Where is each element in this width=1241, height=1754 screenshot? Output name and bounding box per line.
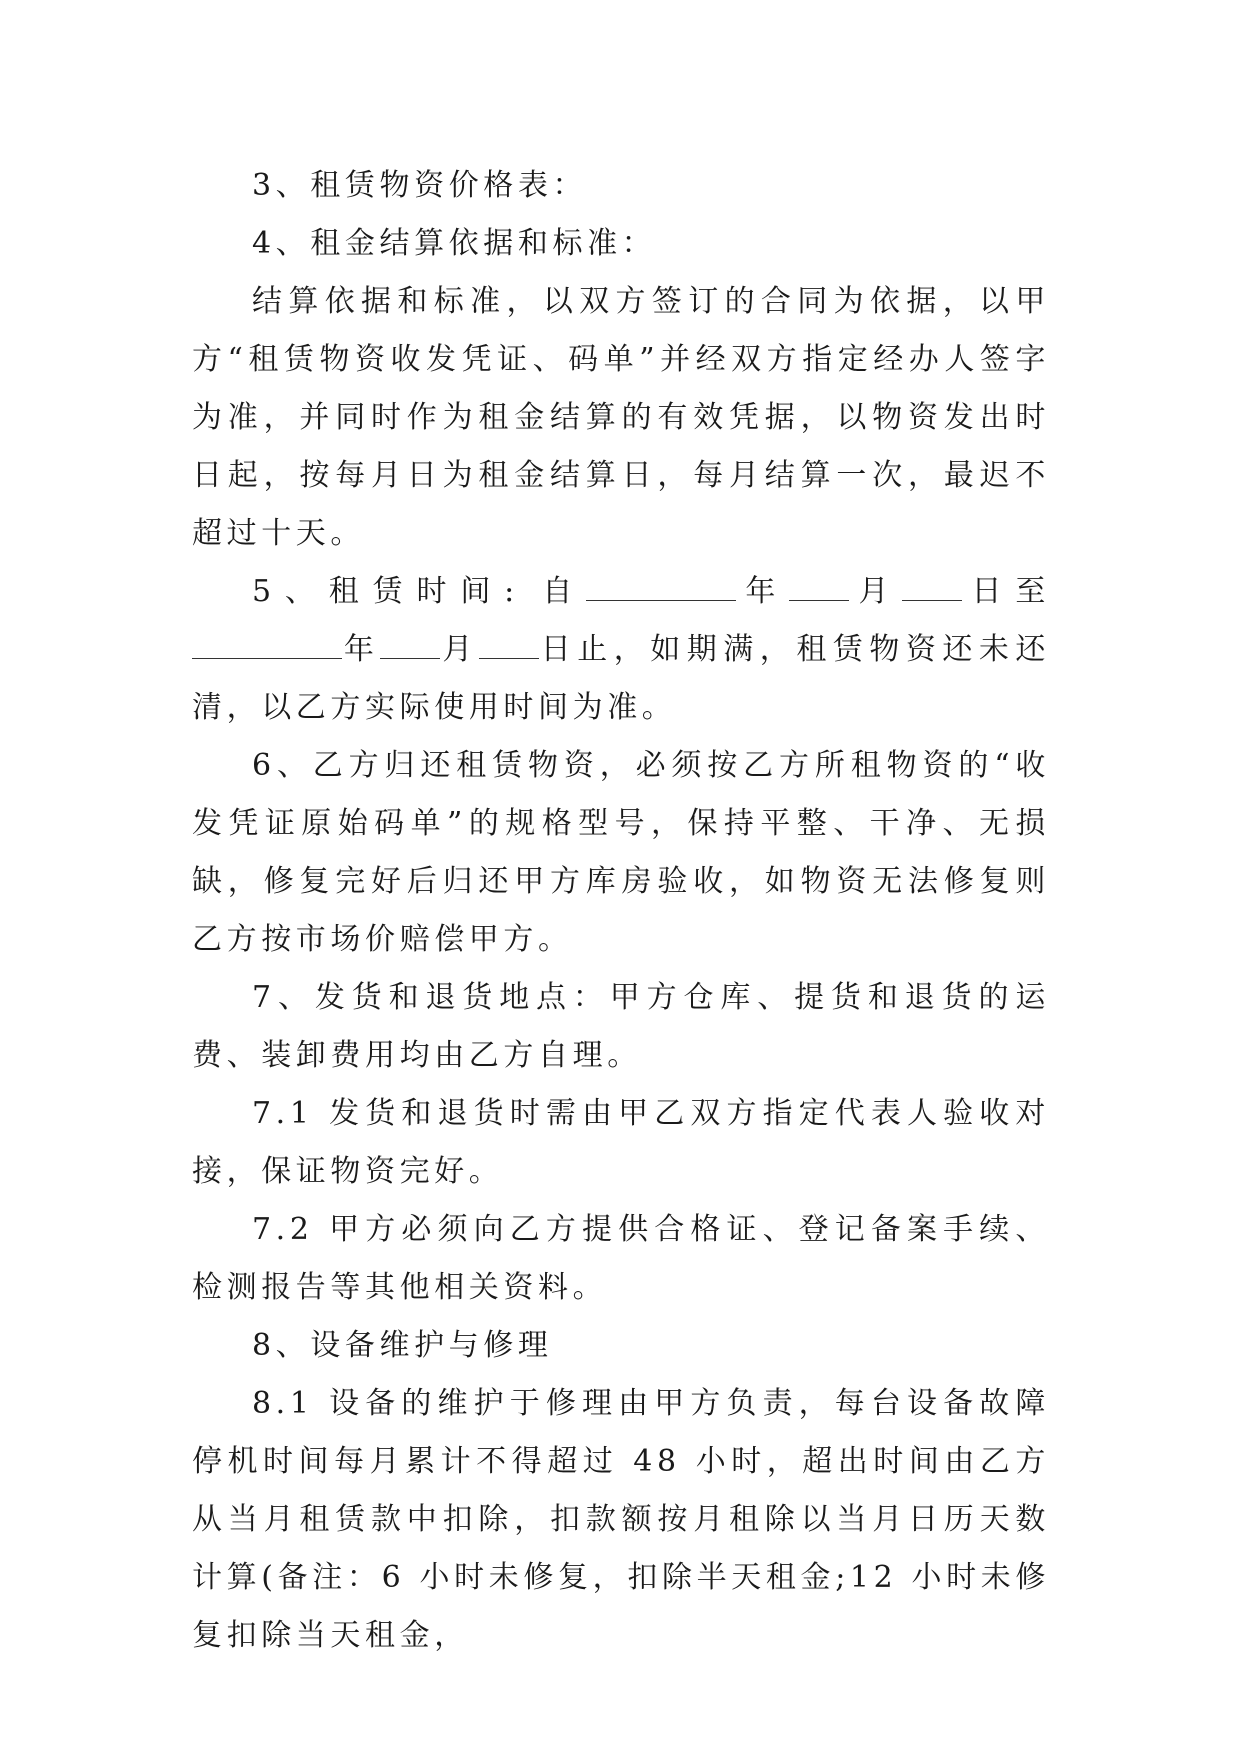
paragraph-4: 4、租金结算依据和标准： — [252, 226, 657, 261]
lease-year-1: 年 — [736, 574, 790, 609]
paragraph-3: 3、租赁物资价格表： — [252, 168, 588, 203]
lease-month-2: 月 — [440, 632, 479, 667]
paragraph-7: 7、发货和退货地点：甲方仓库、提货和退货的运费、装卸费用均由乙方自理。 — [192, 980, 1050, 1073]
blank-year-start — [586, 576, 736, 601]
paragraph-8-1: 8.1 设备的维护于修理由甲方负责，每台设备故障停机时间每月累计不得超过 48 小时，超出时间由乙方从当月租赁款中扣除，扣款额按月租除以当月日历天数计算(备注：6 小时未修复，扣除半天租金;12 小时未修复扣除当天租金， — [192, 1386, 1050, 1653]
lease-year-2: 年 — [342, 632, 381, 667]
paragraph-6: 6、乙方归还租赁物资，必须按乙方所租物资的“收发凭证原始码单”的规格型号，保持平整、干净、无损缺，修复完好后归还甲方库房验收，如物资无法修复则乙方按市场价赔偿甲方。 — [192, 748, 1050, 957]
paragraph-7-2: 7.2 甲方必须向乙方提供合格证、登记备案手续、检测报告等其他相关资料。 — [192, 1212, 1050, 1305]
lease-day-1-to: 日至 — [962, 574, 1050, 609]
blank-day-end — [479, 634, 539, 659]
lease-prefix: 5、租赁时间: 自 — [252, 574, 587, 609]
paragraph-8: 8、设备维护与修理 — [252, 1328, 553, 1363]
paragraph-settlement: 结算依据和标准，以双方签订的合同为依据，以甲方“租赁物资收发凭证、码单”并经双方指定经办人签字为准，并同时作为租金结算的有效凭据，以物资发出时日起，按每月日为租金结算日，每月结算一次，最迟不超过十天。 — [192, 284, 1050, 551]
lease-end-text: 日止，如期满，租赁物资还未还清，以乙方实际使用时间为准。 — [192, 632, 1050, 725]
blank-month-end — [380, 634, 440, 659]
paragraph-7-1: 7.1 发货和退货时需由甲乙双方指定代表人验收对接，保证物资完好。 — [192, 1096, 1050, 1189]
blank-month-start — [789, 576, 849, 601]
document-body — [192, 157, 1050, 1665]
blank-day-start — [902, 576, 962, 601]
blank-year-end — [192, 634, 342, 659]
paragraph-5-lease-period — [192, 563, 1050, 737]
lease-month-1: 月 — [849, 574, 903, 609]
